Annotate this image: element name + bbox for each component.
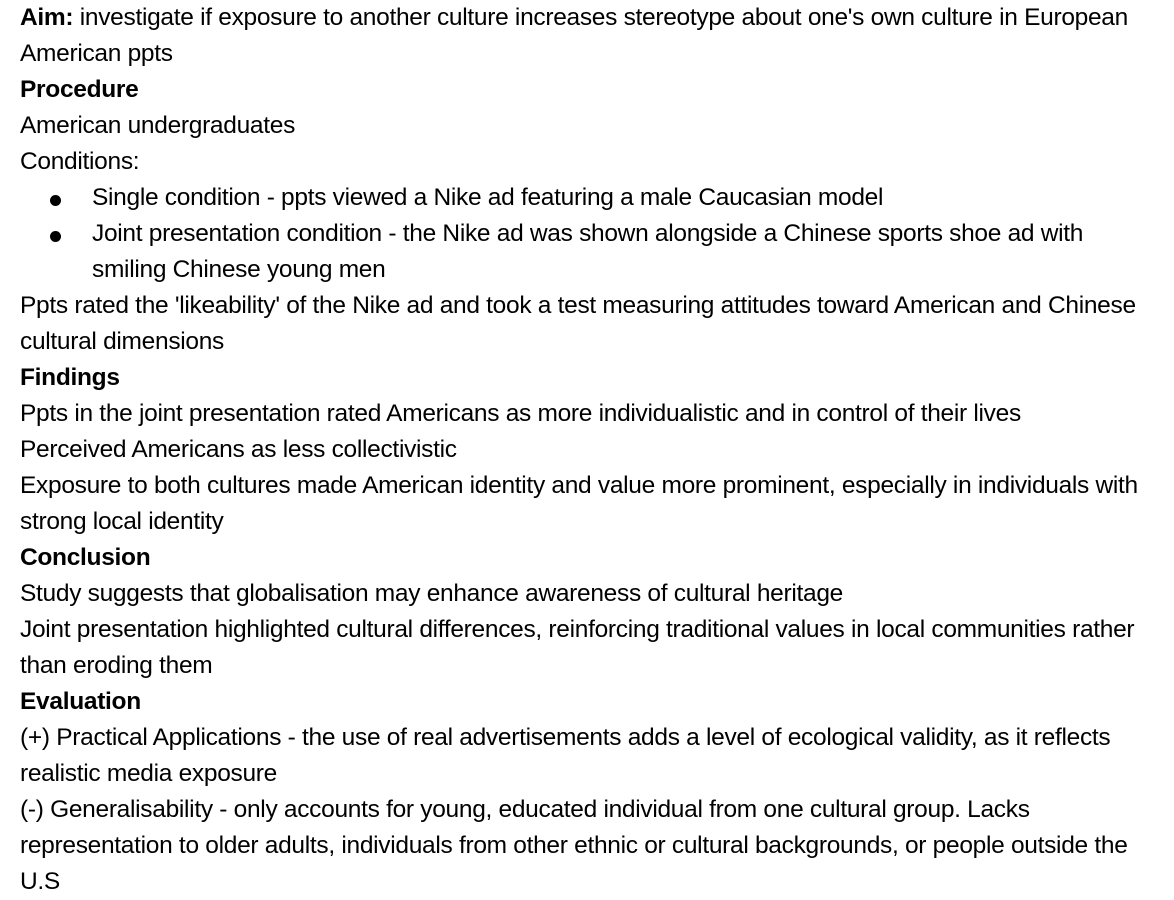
aim-paragraph — [20, 0, 1160, 72]
condition-text: Single condition - ppts viewed a Nike ad featuring a male Caucasian model — [92, 184, 884, 211]
evaluation-heading: Evaluation — [20, 688, 141, 715]
condition-item — [20, 180, 1160, 216]
conditions-list — [20, 180, 1160, 288]
document — [20, 0, 1160, 900]
procedure-heading: Procedure — [20, 76, 139, 103]
evaluation-item: (-) Generalisability - only accounts for young, educated individual from one cultural group. Lacks representation to older adults, individuals from other ethnic or cultural backgrounds, or people outside the U.S — [20, 796, 1128, 895]
conclusion-item: Study suggests that globalisation may enhance awareness of cultural heritage — [20, 580, 843, 607]
procedure-participants: American undergraduates — [20, 112, 296, 139]
evaluation-item: (+) Practical Applications - the use of real advertisements adds a level of ecological validity, as it reflects realistic media exposure — [20, 724, 1111, 787]
condition-text: Joint presentation condition - the Nike ad was shown alongside a Chinese sports shoe ad with smiling Chinese young men — [92, 220, 1084, 283]
bullet-icon — [50, 195, 61, 206]
conclusion-heading: Conclusion — [20, 544, 151, 571]
findings-heading: Findings — [20, 364, 120, 391]
finding-item: Exposure to both cultures made American identity and value more prominent, especially in individuals with strong local identity — [20, 472, 1138, 535]
conclusion-item: Joint presentation highlighted cultural differences, reinforcing traditional values in local communities rather than eroding them — [20, 616, 1135, 679]
aim-label: Aim: — [20, 4, 74, 31]
finding-item: Perceived Americans as less collectivistic — [20, 436, 457, 463]
bullet-icon — [50, 231, 61, 242]
procedure-task: Ppts rated the 'likeability' of the Nike ad and took a test measuring attitudes toward American and Chinese cultural dimensions — [20, 292, 1136, 355]
condition-item — [20, 216, 1160, 288]
finding-item: Ppts in the joint presentation rated Americans as more individualistic and in control of their lives — [20, 400, 1021, 427]
aim-text: investigate if exposure to another culture increases stereotype about one's own culture in European American ppts — [20, 4, 1128, 67]
procedure-conditions-label: Conditions: — [20, 148, 140, 175]
